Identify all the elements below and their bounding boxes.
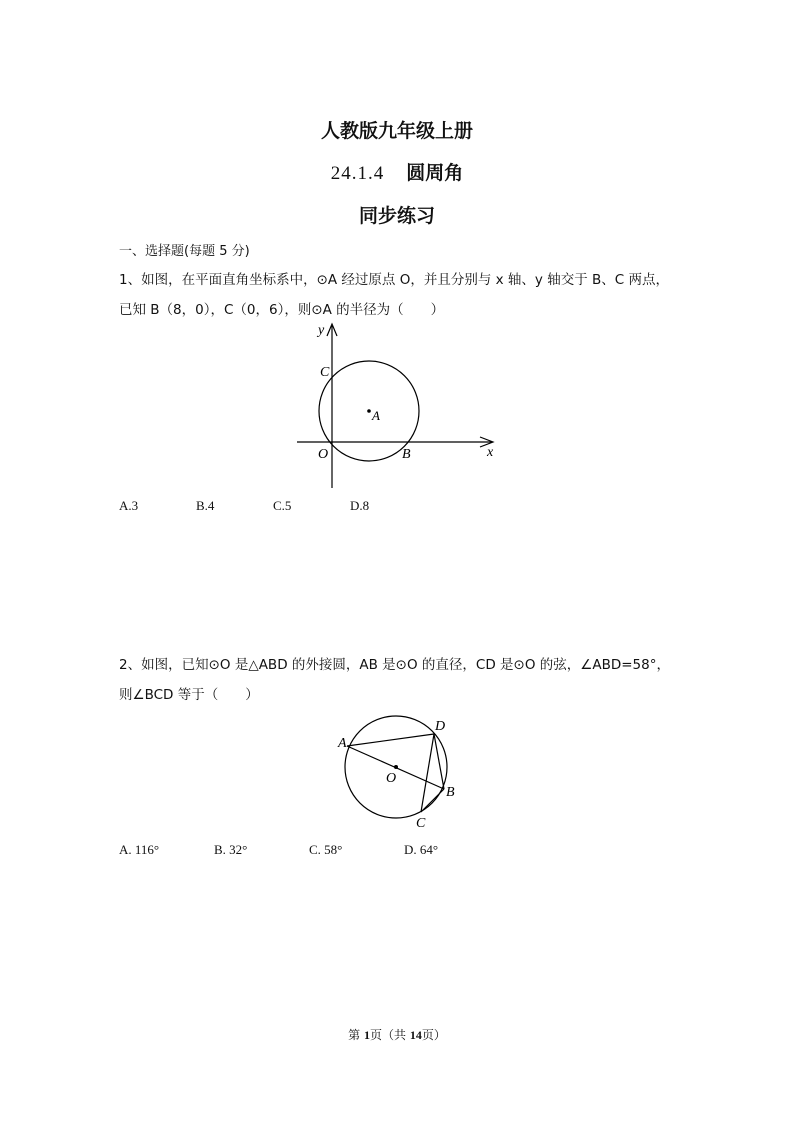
footer-page-number: 1: [363, 1028, 370, 1042]
question-2-figure: [330, 710, 465, 835]
question-1-line2: 已知 B（8，0），C（0，6），则⊙A 的半径为（ ）: [119, 302, 445, 318]
question-2-options: [119, 842, 499, 858]
option-d[interactable]: D.8: [350, 498, 370, 513]
label-d: D: [435, 719, 446, 734]
section-label: 一、选择题(每题 5 分): [119, 244, 250, 259]
option-b[interactable]: B. 32°: [214, 842, 248, 857]
option-d[interactable]: D. 64°: [404, 842, 439, 857]
question-2-line1: 2、如图，已知⊙O 是△ABD 的外接圆，AB 是⊙O 的直径，CD 是⊙O 的弦，∠ABD=58°，: [119, 657, 670, 673]
question-1-text: [119, 265, 689, 325]
page-footer: [0, 1026, 794, 1043]
segment-ad: [347, 734, 434, 746]
label-b: B: [402, 447, 411, 462]
question-1-options: [119, 498, 427, 514]
lesson-heading: [0, 158, 794, 185]
question-2-line2: 则∠BCD 等于（ ）: [119, 687, 259, 703]
doc-subtitle: 同步练习: [358, 205, 435, 227]
label-a: A: [372, 408, 380, 423]
center-point-o: [394, 765, 398, 769]
label-x: x: [487, 445, 494, 460]
label-a: A: [338, 736, 347, 751]
lesson-number: 24.1.4: [330, 163, 385, 184]
footer-middle: 页（共: [369, 1028, 410, 1042]
option-c[interactable]: C. 58°: [309, 842, 343, 857]
question-1-line1: 1、如图，在平面直角坐标系中，⊙A 经过原点 O，并且分别与 x 轴、y 轴交于 B、C 两点，: [119, 272, 669, 288]
segment-db: [434, 734, 444, 789]
option-b[interactable]: B.4: [196, 498, 215, 513]
footer-total-pages: 14: [409, 1028, 422, 1042]
center-point-a: [367, 409, 371, 413]
footer-suffix: 页）: [421, 1028, 446, 1042]
question-2-text: [119, 650, 689, 710]
label-o: O: [318, 447, 329, 462]
label-c: C: [416, 816, 426, 831]
label-o: O: [386, 771, 397, 786]
option-c[interactable]: C.5: [273, 498, 292, 513]
option-a[interactable]: A. 116°: [119, 842, 160, 857]
lesson-name: 圆周角: [406, 162, 464, 184]
question-1-figure: [280, 318, 510, 493]
label-b: B: [446, 785, 455, 800]
option-a[interactable]: A.3: [119, 498, 139, 513]
doc-title: 人教版九年级上册: [320, 120, 473, 142]
label-y: y: [318, 323, 325, 338]
label-c: C: [320, 365, 330, 380]
footer-prefix: 第: [348, 1028, 364, 1042]
